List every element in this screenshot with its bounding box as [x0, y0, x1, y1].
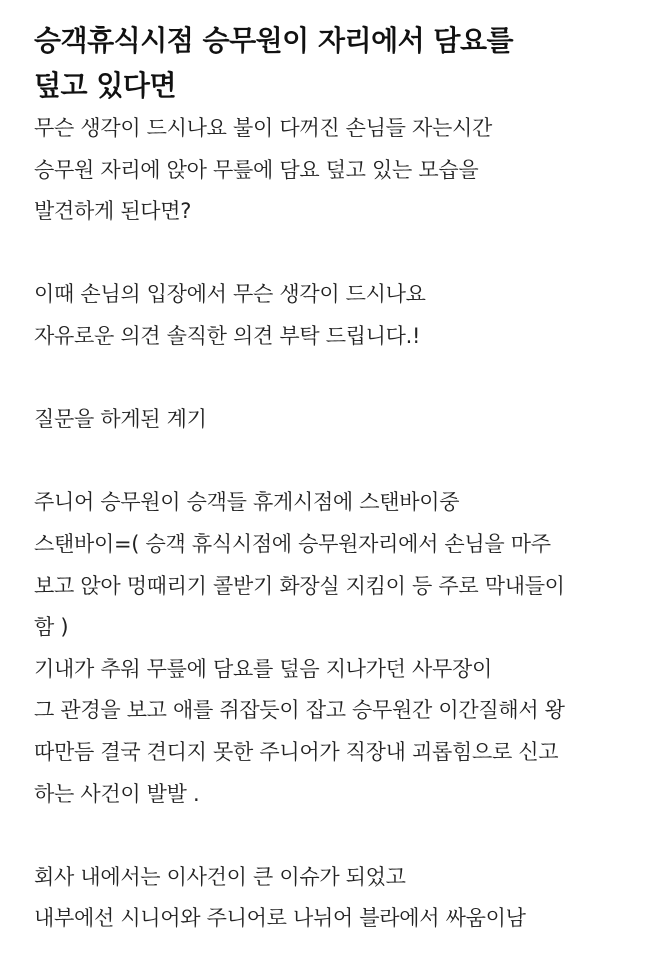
body-line: 내부에선 시니어와 주니어로 나뉘어 블라에서 싸움이남 — [34, 906, 526, 931]
body-line: 보고 앉아 멍때리기 콜받기 화장실 지킴이 등 주로 막내들이 — [34, 573, 565, 598]
body-line: 승무원 자리에 앉아 무릎에 담요 덮고 있는 모습을 — [34, 157, 479, 182]
body-line: 무슨 생각이 드시나요 불이 다꺼진 손님들 자는시간 — [34, 116, 492, 140]
post-title-line: 덮고 있다면 — [34, 69, 176, 102]
blank-line — [34, 815, 634, 857]
blank-line — [34, 233, 634, 275]
body-line: 하는 사건이 발발 . — [34, 781, 200, 806]
post-title-line: 승객휴식시점 승무원이 자리에서 담요를 — [34, 24, 514, 57]
section-heading: 질문을 하게된 계기 — [34, 407, 207, 432]
body-line: 이때 손님의 입장에서 무슨 생각이 드시나요 — [34, 282, 426, 307]
post-body — [34, 108, 634, 940]
body-line: 따만듬 결국 견디지 못한 주니어가 직장내 괴롭힘으로 신고 — [34, 739, 559, 764]
body-line: 주니어 승무원이 승객들 휴게시점에 스탠바이중 — [34, 490, 460, 515]
body-line: 발견하게 된다면? — [34, 199, 192, 224]
blank-line — [34, 358, 634, 400]
body-line: 함 ) — [34, 615, 69, 640]
body-line: 스탠바이=( 승객 휴식시점에 승무원자리에서 손님을 마주 — [34, 531, 551, 556]
blank-line — [34, 441, 634, 483]
post — [34, 18, 634, 940]
body-line: 회사 내에서는 이사건이 큰 이슈가 되었고 — [34, 864, 406, 889]
body-line: 자유로운 의견 솔직한 의견 부탁 드립니다.! — [34, 323, 421, 348]
body-line: 그 관경을 보고 애를 쥐잡듯이 잡고 승무원간 이간질해서 왕 — [34, 698, 565, 723]
post-title — [34, 18, 634, 108]
body-line: 기내가 추워 무릎에 담요를 덮음 지나가던 사무장이 — [34, 656, 492, 681]
